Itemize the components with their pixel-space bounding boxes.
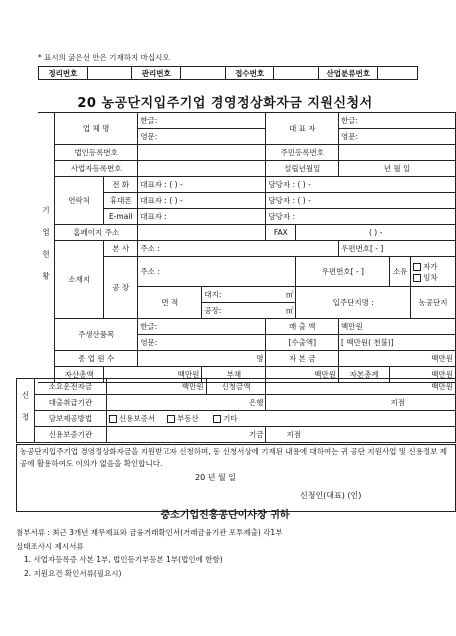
factory-label: 공 장 (104, 257, 138, 319)
biz-reg-input[interactable] (138, 161, 266, 177)
collateral-options (106, 411, 455, 427)
biz-reg-label: 사업자등록번호 (55, 161, 138, 177)
applicant-line: 신청인(대표) (인) (300, 491, 362, 500)
fax-input[interactable]: ( ) - (296, 225, 456, 241)
section-apply (17, 379, 35, 443)
id-label: 관리번호 (132, 67, 181, 80)
apply-table (16, 378, 456, 443)
resident-reg-input[interactable] (339, 145, 456, 161)
products-han[interactable]: 한글: (138, 319, 266, 335)
corp-reg-input[interactable] (138, 145, 266, 161)
owner-label: 소유 (390, 257, 411, 287)
attachments-title: 첨부서류 : 최근 3개년 재무제표와 금융거래확인서(거래금융기관 포투제출) 각1부 (16, 528, 283, 537)
guarantee-label: 신용보증서 (118, 414, 156, 423)
id-value[interactable] (87, 67, 132, 80)
mobile-label: 휴대폰 (104, 193, 138, 209)
phone-rep[interactable]: 대표자 : ( ) - (138, 177, 266, 193)
section-label: 신 청 (20, 391, 30, 427)
mobile-rep[interactable]: 대표자 : ( ) - (138, 193, 266, 209)
homepage-input[interactable] (138, 225, 266, 241)
id-value[interactable] (181, 67, 226, 80)
owner-options (411, 257, 456, 287)
branch-input[interactable]: 지점 (266, 395, 456, 411)
hq-label: 본 사 (104, 241, 138, 257)
land-area[interactable] (202, 287, 296, 303)
factory-area-label: 공장: (204, 306, 222, 315)
products-eng[interactable]: 영문: (138, 335, 266, 351)
founded-label: 설립년월일 (266, 161, 339, 177)
phone-mgr[interactable]: 담당자 : ( ) - (266, 177, 456, 193)
corp-reg-label: 법인등록번호 (55, 145, 138, 161)
company-name-label: 업 체 명 (55, 113, 138, 145)
products-label: 주생산품목 (55, 319, 138, 351)
id-value[interactable] (378, 67, 418, 80)
email-rep[interactable]: 대표자 : (138, 209, 266, 225)
working-cap-label: 소요운전자금 (34, 379, 106, 395)
self-own-checkbox[interactable] (413, 263, 421, 271)
attachment-item: 1. 사업자등록증 사본 1부, 법인등기부등본 1부(법인에 한함) (24, 555, 223, 564)
form-note: * 표시의 굵은선 안은 기재하지 마십시오 (38, 53, 170, 62)
land-label: 대지: (204, 290, 222, 299)
hq-addr[interactable]: 주소 : (138, 241, 339, 257)
working-cap-input[interactable]: 백만원 (106, 379, 206, 395)
guarantee-checkbox[interactable] (109, 415, 117, 423)
rep-eng[interactable]: 영문: (339, 129, 456, 145)
addressee: 중소기업진흥공단이사장 귀하 (160, 510, 290, 521)
bank-input[interactable]: 은행 (106, 395, 266, 411)
phone-label: 전 화 (104, 177, 138, 193)
sales-input[interactable]: 백만원 (339, 319, 456, 335)
complex-input[interactable]: 농공단지 (411, 287, 456, 319)
email-mgr[interactable]: 담당자 : (266, 209, 456, 225)
date-line: 20 년 월 일 (195, 473, 236, 482)
attachment-item: 2. 지원요건 확인서류(필요시) (24, 569, 122, 578)
self-own-label: 자가 (423, 261, 438, 271)
guarantor-label: 신용보증기관 (34, 427, 106, 443)
hq-postal[interactable]: 우편번호[ - ] (339, 241, 456, 257)
contact-label: 연락처 (55, 177, 104, 225)
apply-amt-label: 신청금액 (206, 379, 266, 395)
mobile-mgr[interactable]: 담당자 : ( ) - (266, 193, 456, 209)
company-table (38, 112, 456, 383)
other-checkbox[interactable] (213, 415, 221, 423)
form-title: 20 농공단지입주기업 경영정상화자금 지원신청서 (77, 96, 373, 111)
sqm-unit: ㎡ (285, 290, 294, 299)
equity-input[interactable]: 백만원 (390, 367, 456, 383)
factory-postal[interactable]: 우편번호[ - ] (296, 257, 390, 287)
resident-reg-label: 주민등록번호 (266, 145, 339, 161)
collateral-label: 담보제공방법 (34, 411, 106, 427)
other-label: 기타 (223, 414, 238, 423)
debt-label: 부채 (202, 367, 266, 383)
guarantor-input[interactable]: 기금 (106, 427, 266, 443)
fax-label: FAX (266, 225, 296, 241)
complex-label: 입주단지명 : (296, 287, 411, 319)
section-company (38, 113, 55, 383)
section-label: 기 업 현 황 (41, 206, 51, 286)
id-label: 접수번호 (225, 67, 274, 80)
id-value[interactable] (274, 67, 319, 80)
export-label: [수출액] (266, 335, 339, 351)
bank-label: 대출취급기관 (34, 395, 106, 411)
sqm-unit: ㎡ (285, 306, 294, 315)
company-name-han[interactable]: 한글: (138, 113, 266, 129)
capital-label: 자 본 금 (266, 351, 339, 367)
realestate-label: 부동산 (177, 414, 199, 423)
equity-label: 자본총계 (339, 367, 390, 383)
employees-label: 종 업 원 수 (55, 351, 138, 367)
id-label: 산업분류번호 (319, 67, 378, 80)
assets-label: 자산총액 (55, 367, 104, 383)
employees-input[interactable]: 명 (138, 351, 266, 367)
attachments-sub: 실태조사시 제시서류 (16, 542, 84, 551)
factory-addr[interactable]: 주소 : (138, 257, 296, 287)
id-table (38, 66, 418, 80)
factory-area[interactable] (202, 303, 296, 319)
capital-input[interactable]: 백만원 (339, 351, 456, 367)
debt-input[interactable]: 백만원 (266, 367, 339, 383)
guarantor-branch[interactable]: 지점 (266, 427, 456, 443)
agreement-text: 농공단지입주기업 경영정상화자금을 지원받고자 신청하며, 동 신청서상에 기재된 내용에 대하여는 귀 공단 지원사업 및 신용정보 제공에 활용하여도 이의가 없음을 확인합니다. (20, 447, 447, 468)
rent-label: 임차 (423, 272, 438, 282)
company-name-eng[interactable]: 영문: (138, 129, 266, 145)
founded-input[interactable]: 년 월 일 (339, 161, 456, 177)
apply-amt-input[interactable]: 백만원 (266, 379, 456, 395)
area-label: 면 적 (138, 287, 202, 319)
location-label: 소재지 (55, 241, 104, 319)
realestate-checkbox[interactable] (167, 415, 175, 423)
email-label: E-mail (104, 209, 138, 225)
rent-checkbox[interactable] (413, 274, 421, 282)
rep-label: 대 표 자 (266, 113, 339, 145)
id-label: 정리번호 (39, 67, 88, 80)
assets-input[interactable]: 백만원 (104, 367, 202, 383)
sales-label: 매 출 액 (266, 319, 339, 335)
homepage-label: 홈페이지 주소 (55, 225, 138, 241)
export-input[interactable]: [ 백만원( 천불)] (339, 335, 456, 351)
rep-han[interactable]: 한글: (339, 113, 456, 129)
